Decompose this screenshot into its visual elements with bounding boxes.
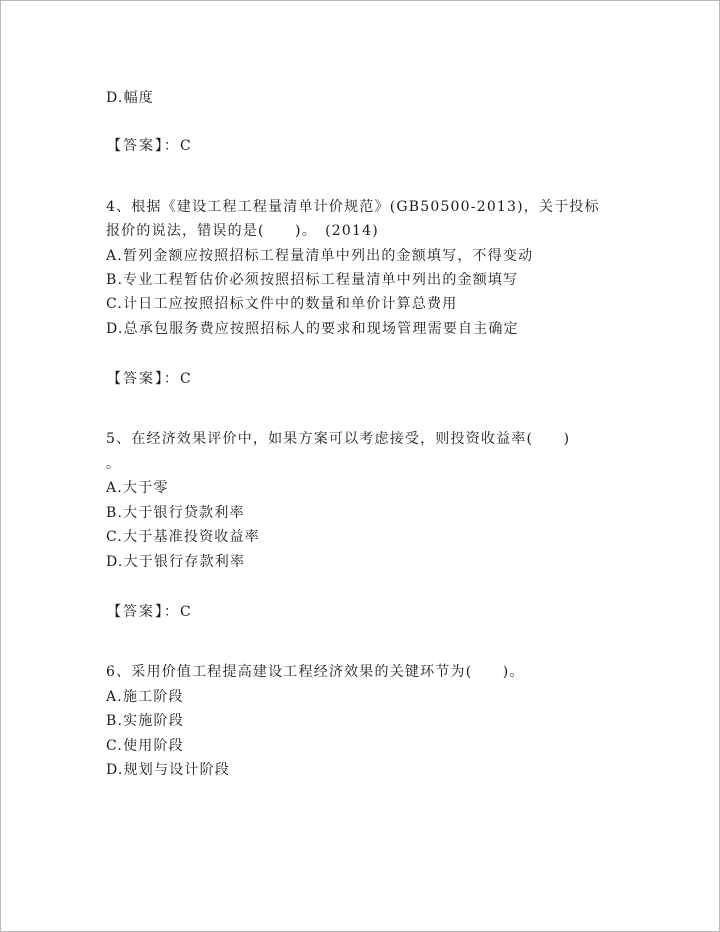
answer-previous: 【答案】：C (107, 138, 193, 154)
question-5-option-b: B.大于银行贷款利率 (106, 505, 245, 521)
question-6-option-b: B.实施阶段 (106, 713, 184, 729)
question-5-option-d: D.大于银行存款利率 (106, 554, 246, 570)
question-6-option-c: C.使用阶段 (106, 738, 184, 754)
question-6-option-a: A.施工阶段 (106, 689, 184, 705)
question-6-option-d: D.规划与设计阶段 (106, 762, 230, 778)
question-4-option-a: A.暂列金额应按照招标工程量清单中列出的金额填写，不得变动 (106, 248, 534, 264)
question-4-option-c: C.计日工应按照招标文件中的数量和单价计算总费用 (106, 296, 458, 312)
question-6-text: 6、采用价值工程提高建设工程经济效果的关键环节为( )。 (106, 664, 525, 680)
option-d-previous: D.幅度 (106, 90, 154, 106)
question-4-text-line1: 4、根据《建设工程工程量清单计价规范》(GB50500-2013)，关于投标 (106, 199, 600, 215)
question-5-text-line2: 。 (106, 456, 122, 472)
question-4-option-d: D.总承包服务费应按照招标人的要求和现场管理需要自主确定 (106, 321, 519, 337)
question-4-answer: 【答案】：C (107, 371, 193, 387)
question-4-option-b: B.专业工程暂估价必须按照招标工程量清单中列出的金额填写 (106, 272, 519, 288)
question-5-text-line1: 5、在经济效果评价中，如果方案可以考虑接受，则投资收益率( ) (106, 431, 571, 447)
question-5-answer: 【答案】：C (107, 604, 193, 620)
question-5-option-a: A.大于零 (106, 480, 169, 496)
question-4-text-line2: 报价的说法，错误的是( )。 (2014) (106, 223, 379, 239)
question-5-option-c: C.大于基准投资收益率 (106, 529, 260, 545)
